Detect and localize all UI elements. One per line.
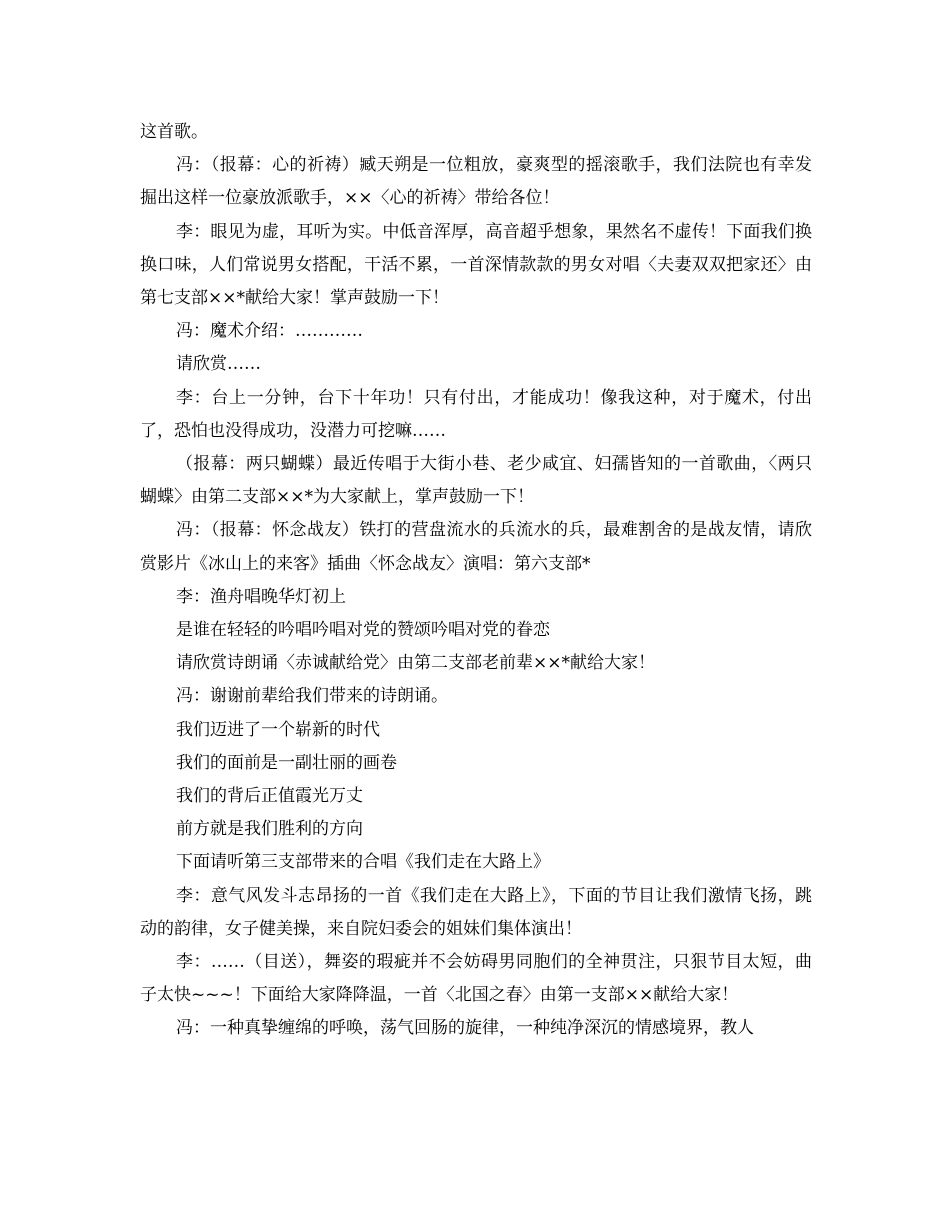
paragraph: 这首歌。: [140, 122, 208, 142]
paragraph: 下面请听第三支部带来的合唱《我们走在大路上》: [176, 852, 550, 873]
paragraph: 是谁在轻轻的吟唱吟唱对党的赞颂吟唱对党的眷恋: [176, 620, 550, 641]
paragraph: 冯：魔术介绍：…………: [176, 321, 363, 342]
paragraph: 李：眼见为虚，耳听为实。中低音浑厚，高音超乎想象，果然名不虚传！下面我们换换口味，人们常说男女搭配，干活不累，一首深情款款的男女对唱〈夫妻双双把家还〉由第七支部××*献给大家！掌声鼓励一下！: [140, 221, 812, 309]
paragraph: （报幕：两只蝴蝶）最近传唱于大街小巷、老少咸宜、妇孺皆知的一首歌曲，〈两只蝴蝶〉由第二支部××*为大家献上，掌声鼓励一下！: [140, 454, 812, 508]
paragraph: 我们的面前是一副壮丽的画卷: [176, 752, 397, 773]
paragraph: 李：台上一分钟，台下十年功！只有付出，才能成功！像我这种，对于魔术，付出了，恐怕也没得成功，没潜力可挖嘛……: [140, 387, 812, 441]
paragraph: 请欣赏诗朗诵〈赤诚献给党〉由第二支部老前辈××*献给大家！: [176, 653, 655, 674]
paragraph: 我们的背后正值霞光万丈: [176, 786, 363, 807]
document-body: [140, 116, 812, 1046]
paragraph: 冯：一种真挚缠绵的呼唤，荡气回肠的旋律，一种纯净深沉的情感境界，教人: [176, 1018, 754, 1039]
paragraph: 李：渔舟唱晚华灯初上: [176, 586, 346, 607]
paragraph: 我们迈进了一个崭新的时代: [176, 719, 380, 740]
paragraph: 冯：（报幕：心的祈祷）臧天朔是一位粗放，豪爽型的摇滚歌手，我们法院也有幸发掘出这样一位豪放派歌手，××〈心的祈祷〉带给各位！: [140, 155, 812, 209]
paragraph: 李：……（目送），舞姿的瑕疵并不会妨碍男同胞们的全神贯注，只狠节目太短，曲子太快~~~！下面给大家降降温，一首〈北国之春〉由第一支部××献给大家！: [140, 952, 812, 1006]
paragraph: 请欣赏……: [176, 354, 261, 375]
paragraph: 李：意气风发斗志昂扬的一首《我们走在大路上》，下面的节目让我们激情飞扬，跳动的韵律，女子健美操，来自院妇委会的姐妹们集体演出！: [140, 885, 812, 939]
paragraph: 冯：谢谢前辈给我们带来的诗朗诵。: [176, 686, 448, 707]
paragraph: 前方就是我们胜利的方向: [176, 819, 363, 840]
paragraph: 冯：（报幕：怀念战友）铁打的营盘流水的兵流水的兵，最难割舍的是战友情，请欣赏影片《冰山上的来客》插曲〈怀念战友〉演唱：第六支部*: [140, 520, 812, 574]
